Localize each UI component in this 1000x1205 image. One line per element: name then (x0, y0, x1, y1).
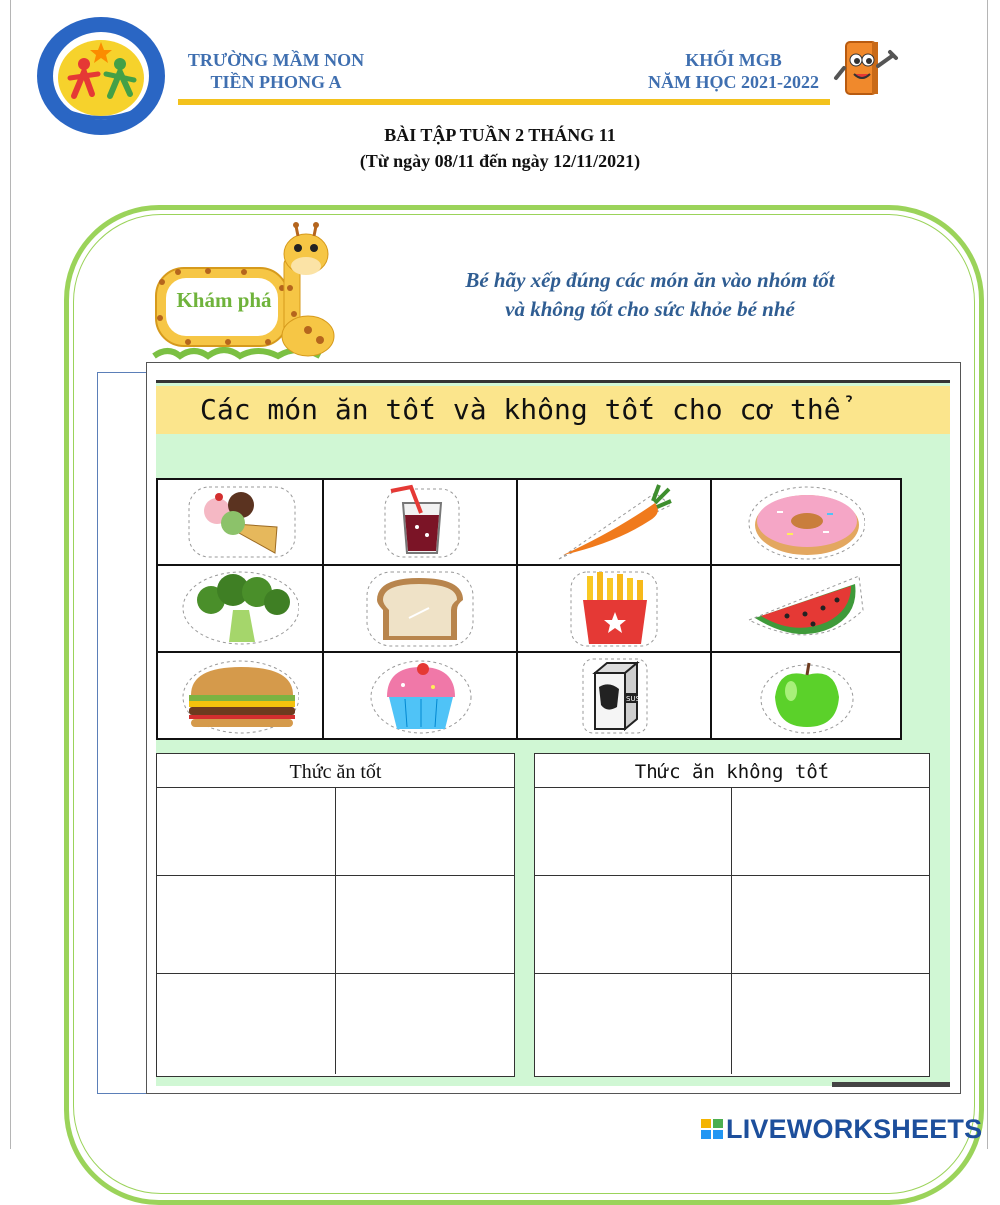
bad-food-slots (535, 788, 929, 1074)
bad-food-slot[interactable] (732, 974, 929, 1074)
school-name (176, 49, 376, 93)
food-cell-broccoli[interactable] (158, 566, 324, 653)
ice-cream-icon (181, 483, 299, 561)
explore-badge (148, 218, 340, 360)
food-cell-bread[interactable] (324, 566, 518, 653)
good-food-slot[interactable] (157, 788, 336, 876)
grade-info (636, 49, 831, 93)
food-cell-milk-carton[interactable] (518, 653, 712, 738)
worksheet-top-rule (156, 380, 950, 383)
food-cell-watermelon[interactable] (712, 566, 900, 653)
liveworksheets-icon (700, 1117, 724, 1141)
watermelon-icon (747, 570, 865, 648)
bad-food-slot[interactable] (535, 974, 732, 1074)
brand-name: LIVEWORKSHEETS (726, 1113, 983, 1144)
bread-icon (361, 570, 479, 648)
good-food-slot[interactable] (336, 876, 515, 974)
food-cell-hamburger[interactable] (158, 653, 324, 738)
worksheet-date-range: (Từ ngày 08/11 đến ngày 12/11/2021) (359, 151, 641, 171)
instruction-text (360, 266, 940, 324)
bad-food-slot[interactable] (535, 876, 732, 974)
good-food-slot[interactable] (157, 974, 336, 1074)
food-cell-cupcake[interactable] (324, 653, 518, 738)
french-fries-icon (555, 570, 673, 648)
good-food-label: Thức ăn tốt (157, 754, 514, 788)
grade-line-1: KHỐI MGB (685, 50, 782, 70)
book-mascot-icon (832, 38, 904, 100)
good-food-slot[interactable] (336, 788, 515, 876)
broccoli-icon (181, 570, 299, 648)
cupcake-icon (361, 657, 479, 735)
header-divider (178, 99, 830, 105)
school-line-2: TIỀN PHONG A (210, 72, 342, 92)
food-cell-french-fries[interactable] (518, 566, 712, 653)
bad-food-slot[interactable] (732, 876, 929, 974)
donut-icon (747, 483, 865, 561)
carrot-icon (555, 483, 673, 561)
milk-carton-icon (555, 657, 673, 735)
instruction-line-1: Bé hãy xếp đúng các món ăn vào nhóm tốt (465, 268, 835, 292)
liveworksheets-logo (700, 1112, 982, 1146)
milk-carton-label: SUSU (626, 694, 646, 703)
food-cell-soda-glass[interactable] (324, 480, 518, 566)
explore-badge-label: Khám phá (176, 288, 272, 312)
apple-icon (747, 657, 865, 735)
good-food-table (156, 753, 515, 1077)
good-food-slot[interactable] (336, 974, 515, 1074)
hamburger-icon (181, 657, 299, 735)
bad-food-table (534, 753, 930, 1077)
food-cell-ice-cream[interactable] (158, 480, 324, 566)
school-year: NĂM HỌC 2021-2022 (648, 72, 819, 92)
bad-food-slot[interactable] (535, 788, 732, 876)
instruction-line-2: và không tốt cho sức khỏe bé nhé (505, 297, 795, 321)
food-grid (156, 478, 902, 740)
soda-glass-icon (361, 483, 479, 561)
good-food-slots (157, 788, 514, 1074)
bad-food-slot[interactable] (732, 788, 929, 876)
school-logo (34, 14, 168, 138)
food-cell-donut[interactable] (712, 480, 900, 566)
good-food-slot[interactable] (157, 876, 336, 974)
school-line-1: TRƯỜNG MẦM NON (187, 50, 365, 70)
food-cell-carrot[interactable] (518, 480, 712, 566)
worksheet-heading: Các món ăn tốt và không tốt cho cơ thể (156, 386, 950, 434)
worksheet-bottom-bar (832, 1082, 950, 1087)
bad-food-label: Thức ăn không tốt (535, 754, 929, 788)
food-cell-apple[interactable] (712, 653, 900, 738)
worksheet-title: BÀI TẬP TUẦN 2 THÁNG 11 (384, 125, 616, 145)
